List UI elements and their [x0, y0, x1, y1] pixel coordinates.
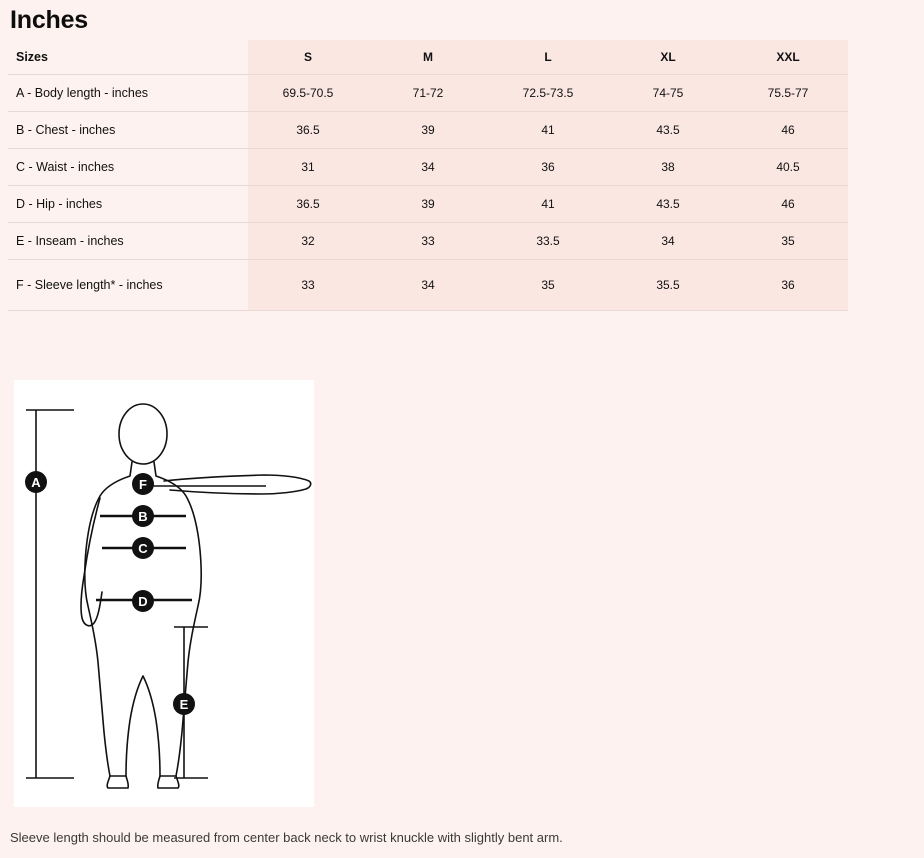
column-header-l: L [488, 40, 608, 75]
cell-s: 36.5 [248, 112, 368, 149]
cell-xxl: 46 [728, 112, 848, 149]
cell-l: 41 [488, 186, 608, 223]
cell-m: 39 [368, 112, 488, 149]
row-label: F - Sleeve length* - inches [8, 260, 248, 311]
cell-l: 72.5-73.5 [488, 75, 608, 112]
cell-s: 32 [248, 223, 368, 260]
cell-xl: 74-75 [608, 75, 728, 112]
page-title: Inches [10, 6, 88, 34]
cell-xxl: 40.5 [728, 149, 848, 186]
cell-s: 33 [248, 260, 368, 311]
column-header-m: M [368, 40, 488, 75]
cell-xxl: 46 [728, 186, 848, 223]
cell-s: 69.5-70.5 [248, 75, 368, 112]
row-label: C - Waist - inches [8, 149, 248, 186]
table-body [8, 75, 848, 311]
cell-s: 36.5 [248, 186, 368, 223]
cell-l: 35 [488, 260, 608, 311]
column-header-sizes: Sizes [8, 40, 248, 75]
cell-m: 34 [368, 260, 488, 311]
table-row [8, 223, 848, 260]
svg-text:F: F [139, 477, 147, 492]
cell-xl: 43.5 [608, 112, 728, 149]
table-row [8, 149, 848, 186]
cell-xl: 34 [608, 223, 728, 260]
row-label: D - Hip - inches [8, 186, 248, 223]
svg-text:B: B [138, 509, 148, 524]
cell-m: 71-72 [368, 75, 488, 112]
table-row [8, 186, 848, 223]
table-row [8, 75, 848, 112]
column-header-s: S [248, 40, 368, 75]
svg-text:E: E [179, 697, 189, 712]
svg-text:A: A [31, 475, 41, 490]
cell-xl: 38 [608, 149, 728, 186]
cell-m: 39 [368, 186, 488, 223]
table-row [8, 112, 848, 149]
row-label: B - Chest - inches [8, 112, 248, 149]
cell-xl: 43.5 [608, 186, 728, 223]
cell-xl: 35.5 [608, 260, 728, 311]
cell-xxl: 35 [728, 223, 848, 260]
table-header-row [8, 40, 848, 75]
cell-xxl: 36 [728, 260, 848, 311]
cell-l: 41 [488, 112, 608, 149]
table-header [8, 40, 848, 75]
row-label: A - Body length - inches [8, 75, 248, 112]
column-header-xl: XL [608, 40, 728, 75]
cell-l: 33.5 [488, 223, 608, 260]
cell-s: 31 [248, 149, 368, 186]
cell-l: 36 [488, 149, 608, 186]
table-row [8, 260, 848, 311]
cell-m: 33 [368, 223, 488, 260]
measurement-diagram [14, 380, 314, 807]
size-chart-table [8, 40, 848, 311]
svg-text:C: C [138, 541, 148, 556]
sleeve-length-footnote: Sleeve length should be measured from center back neck to wrist knuckle with slightly bent arm. [10, 830, 563, 845]
cell-xxl: 75.5-77 [728, 75, 848, 112]
row-label: E - Inseam - inches [8, 223, 248, 260]
column-header-xxl: XXL [728, 40, 848, 75]
svg-text:D: D [138, 594, 148, 609]
cell-m: 34 [368, 149, 488, 186]
